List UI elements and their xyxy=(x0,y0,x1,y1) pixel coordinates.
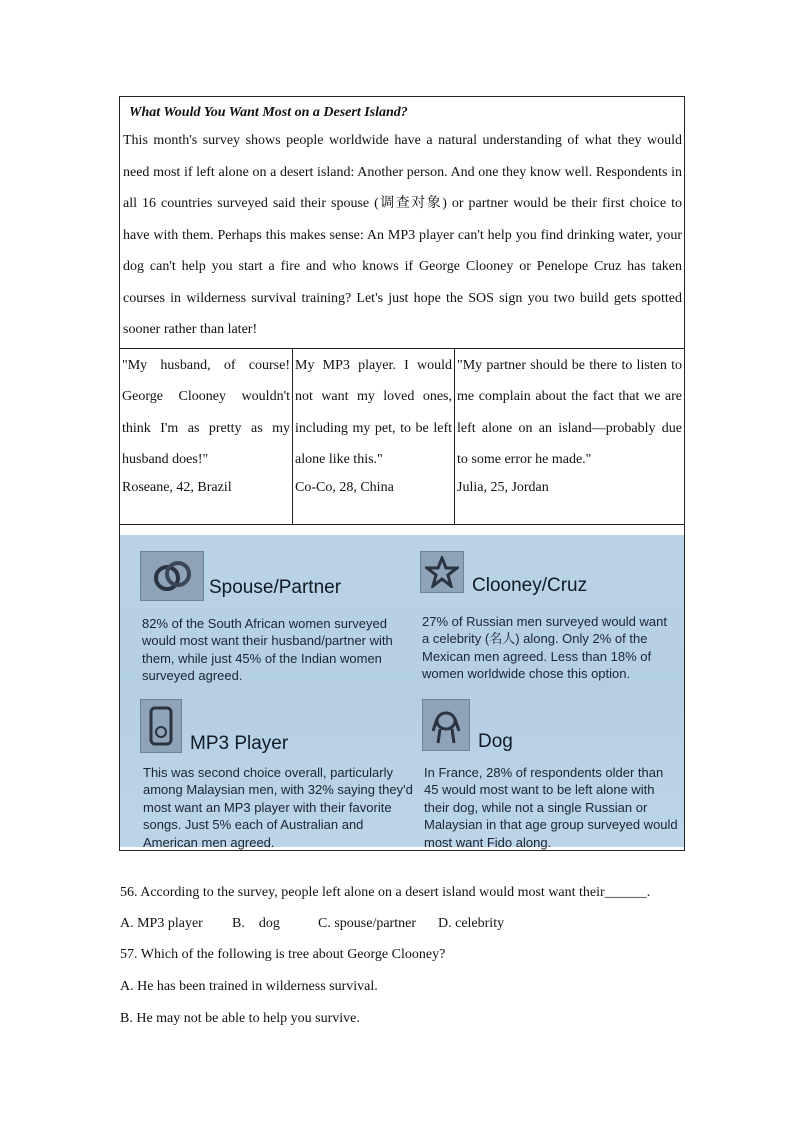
option-b[interactable]: B. dog xyxy=(232,916,280,931)
option-d[interactable]: D. celebrity xyxy=(438,916,505,931)
quote-author: Co-Co, 28, China xyxy=(295,479,394,495)
quote-text: My MP3 player. I would not want my loved ones, including my pet, to be left alone like this." xyxy=(295,357,452,467)
dog-heading: Dog xyxy=(478,730,513,752)
quote-text: "My husband, of course! George Clooney wouldn't think I'm as pretty as my husband does!" xyxy=(122,357,290,467)
spouse-text: 82% of the South African women surveyed would most want their husband/partner with them, while just 45% of the Indian women surveyed agreed. xyxy=(142,615,393,683)
quote-text: "My partner should be there to listen to me complain about the fact that we are left alone on an island—probably due to some error he made." xyxy=(457,357,682,467)
article-title: What Would You Want Most on a Desert Island? xyxy=(129,105,408,120)
article-body: This month's survey shows people worldwide have a natural understanding of what they would need most if left alone on a desert island: Another person. And one they know well. Respondents in all 16 countries surveyed said their spouse (调查对象) or partner would be their first choice to have with them. Perhaps this makes sense: An MP3 player can't help you find drinking water, your dog can't help you start a fire and who knows if George Clooney or Penelope Cruz has taken courses in wilderness survival training? Let's just hope the SOS sign you two build gets spotted sooner rather than later! xyxy=(123,133,682,337)
dog-icon xyxy=(422,699,470,751)
quote-author: Roseane, 42, Brazil xyxy=(122,479,232,495)
clooney-heading: Clooney/Cruz xyxy=(472,574,588,596)
quote-cell xyxy=(292,349,454,524)
quote-cell xyxy=(454,349,684,524)
question-57-option-b[interactable]: B. He may not be able to help you survive. xyxy=(120,1011,360,1026)
dog-text: In France, 28% of respondents older than 45 would most want to be left alone with their dog, while not a single Russian or Malaysian in that age group surveyed would most want Fido along. xyxy=(424,764,678,850)
mp3-player-icon xyxy=(140,699,182,753)
survey-photo xyxy=(120,535,684,850)
article-table xyxy=(119,96,685,851)
option-c[interactable]: C. spouse/partner xyxy=(318,916,416,931)
rings-icon xyxy=(140,551,204,601)
survey-panel xyxy=(120,525,684,850)
star-icon xyxy=(420,551,464,593)
question-56: 56. According to the survey, people left alone on a desert island would most want their______. xyxy=(120,885,651,900)
clooney-text: 27% of Russian men surveyed would want a celebrity (名人) along. Only 2% of the Mexican men agreed. Less than 18% of women worldwide chose this option. xyxy=(422,613,667,681)
quote-author: Julia, 25, Jordan xyxy=(457,479,549,495)
question-56-options xyxy=(120,916,504,932)
mp3-text: This was second choice overall, particularly among Malaysian men, with 32% saying they'd most want an MP3 player with their favorite songs. Just 5% each of Australian and American men agreed. xyxy=(143,764,413,850)
quotes-row xyxy=(120,349,684,525)
quote-cell xyxy=(120,349,292,524)
question-57: 57. Which of the following is tree about George Clooney? xyxy=(120,947,446,962)
spouse-heading: Spouse/Partner xyxy=(209,576,342,598)
option-a[interactable]: A. MP3 player xyxy=(120,916,203,931)
mp3-heading: MP3 Player xyxy=(190,732,289,754)
question-57-option-a[interactable]: A. He has been trained in wilderness survival. xyxy=(120,979,378,994)
article-cell xyxy=(120,97,684,349)
